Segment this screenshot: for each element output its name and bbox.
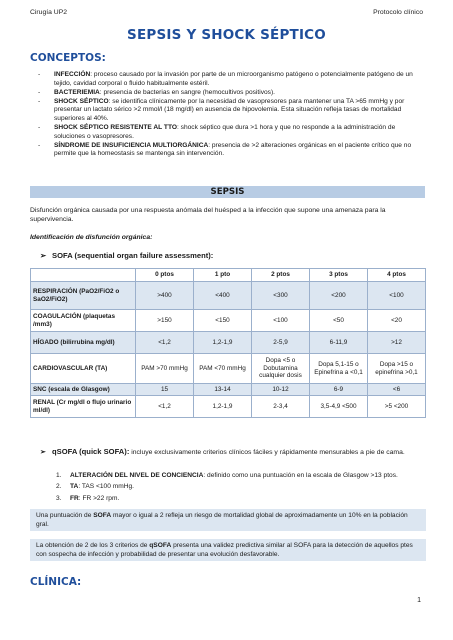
row-label: HÍGADO (bilirrubina mg/dl) xyxy=(31,332,136,354)
note-text: mayor o igual a 2 refleja un riesgo de mortalidad global de aproximadamente un 10% en la población gral. xyxy=(36,512,408,528)
table-header-row xyxy=(31,269,426,282)
list-item: - BACTERIEMIA: presencia de bacterias en sangre (hemocultivos positivos). xyxy=(38,88,275,96)
page-number: 1 xyxy=(417,597,421,604)
sofa-title xyxy=(40,251,213,260)
note-text: La obtención de 2 de los 3 criterios de xyxy=(36,542,150,549)
table-cell: <20 xyxy=(368,310,426,332)
table-cell: <150 xyxy=(194,310,252,332)
table-cell: 6-9 xyxy=(310,384,368,396)
criteria-term: FR xyxy=(70,494,79,502)
qsofa-lead: qSOFA (quick SOFA): xyxy=(52,447,130,456)
table-row xyxy=(31,384,426,396)
item-number: 2. xyxy=(56,483,62,491)
table-cell: 15 xyxy=(136,384,194,396)
table-header-cell xyxy=(31,269,136,282)
sepsis-definition: Disfunción orgánica causada por una respuesta anómala del huésped a la infección que supone una amenaza para la supervivencia. xyxy=(30,207,386,223)
table-row xyxy=(31,282,426,310)
sofa-title-text: SOFA (sequential organ failure assessment): xyxy=(52,251,214,260)
table-row xyxy=(31,310,426,332)
table-row xyxy=(31,396,426,418)
note-text: Una puntuación de xyxy=(36,512,94,519)
table-header-cell: 1 pto xyxy=(194,269,252,282)
list-item xyxy=(56,493,398,504)
table-cell: 1,2-1,9 xyxy=(194,332,252,354)
criteria-term: ALTERACIÓN DEL NIVEL DE CONCIENCIA xyxy=(70,472,204,479)
row-label: SNC (escala de Glasgow) xyxy=(31,384,136,396)
list-item xyxy=(56,470,398,481)
header-right: Protocolo clínico xyxy=(373,9,423,16)
table-cell: <400 xyxy=(194,282,252,310)
concept-text: : proceso causado por la invasión por parte de un microorganismo patógeno o potencialmente patógeno de un tejido, cavidad corporal o fluido habitualmente estéril. xyxy=(54,71,413,87)
sofa-note-box xyxy=(30,509,426,531)
table-cell: <50 xyxy=(310,310,368,332)
table-cell: <6 xyxy=(368,384,426,396)
concept-text: : presencia de bacterias en sangre (hemocultivos positivos). xyxy=(99,88,275,96)
list-item: - SÍNDROME DE INSUFICIENCIA MULTIORGÁNICA: presencia de >2 alteraciones orgánicas en el paciente crítico que no permite que la homeostasis se mantenga sin intervención. xyxy=(38,141,412,158)
table-cell: PAM >70 mmHg xyxy=(136,354,194,384)
concept-term: SHOCK SÉPTICO RESISTENTE AL TTO xyxy=(54,124,177,132)
table-cell: 3,5-4,9 <500 xyxy=(310,396,368,418)
table-cell: >400 xyxy=(136,282,194,310)
criteria-text: : FR >22 rpm. xyxy=(78,494,120,502)
note-bold: SOFA xyxy=(93,512,112,519)
concept-text: : shock séptico que dura >1 hora y que no responde a la administración de soluciones o vasopresores. xyxy=(54,124,396,140)
criteria-text: : TAS <100 mmHg. xyxy=(78,483,134,491)
criteria-term: TA xyxy=(70,483,79,491)
arrow-bullet-icon: ➢ xyxy=(40,251,47,260)
table-cell: 10-12 xyxy=(252,384,310,396)
identification-label: Identificación de disfunción orgánica: xyxy=(30,234,153,241)
qsofa-text: incluye exclusivamente criterios clínicos fáciles y rápidamente mensurables a pie de cama. xyxy=(129,449,405,456)
table-cell: <1,2 xyxy=(136,332,194,354)
table-cell: >5 <200 xyxy=(368,396,426,418)
table-cell: Dopa 5,1-15 o Epinefrina a <0,1 xyxy=(310,354,368,384)
list-item: - SHOCK SÉPTICO RESISTENTE AL TTO: shock séptico que dura >1 hora y que no responde a la administración de soluciones o vasopresores. xyxy=(38,124,396,140)
conceptos-list xyxy=(38,71,426,159)
clinica-heading: CLÍNICA: xyxy=(30,576,82,588)
row-label: RESPIRACIÓN (PaO2/FiO2 o SaO2/FiO2) xyxy=(31,282,136,310)
item-number: 1. xyxy=(56,472,62,479)
header-left: Cirugía UP2 xyxy=(30,9,68,16)
table-cell: 2-5,9 xyxy=(252,332,310,354)
arrow-bullet-icon: ➢ xyxy=(40,449,46,456)
list-item: - SHOCK SÉPTICO: se identifica clínicamente por la necesidad de vasopresores para mantener una TA >65 mmHg y por presentar un lactato sérico >2 mmol/l (18 mg/dl) en ausencia de hipovolemia. Esta situación refleja tasas de mortalidad superiores al 40%. xyxy=(38,97,405,122)
table-row xyxy=(31,332,426,354)
table-cell: Dopa >15 o epinefrina >0,1 xyxy=(368,354,426,384)
row-label: COAGULACIÓN (plaquetas /mm3) xyxy=(31,310,136,332)
table-cell: <1,2 xyxy=(136,396,194,418)
table-cell: <200 xyxy=(310,282,368,310)
table-header-cell: 0 ptos xyxy=(136,269,194,282)
table-cell: Dopa <5 o Dobutamina cualquier dosis xyxy=(252,354,310,384)
table-cell: <300 xyxy=(252,282,310,310)
criteria-text: : definido como una puntuación en la escala de Glasgow >13 ptos. xyxy=(203,472,398,479)
table-header-cell: 2 ptos xyxy=(252,269,310,282)
table-cell: PAM <70 mmHg xyxy=(194,354,252,384)
qsofa-note-box xyxy=(30,539,426,561)
note-text: presenta una validez predictiva similar al SOFA para la detección de aquellos ptes con sospecha de infección y probabilidad de presentar una evolución desfavorable. xyxy=(36,542,413,558)
qsofa-paragraph xyxy=(40,447,426,457)
concept-term: SÍNDROME DE INSUFICIENCIA MULTIORGÁNICA xyxy=(54,141,209,149)
table-cell: >12 xyxy=(368,332,426,354)
concept-text: : se identifica clínicamente por la necesidad de vasopresores para mantener una TA >65 mmHg y por presentar un lactato sérico >2 mmol/l (18 mg/dl) en ausencia de hipovolemia. Esta situación refleja tasas de mortalidad superiores al 40%. xyxy=(54,97,405,122)
table-cell: 1,2-1,9 xyxy=(194,396,252,418)
list-item xyxy=(56,481,398,492)
row-label: CARDIOVASCULAR (TA) xyxy=(31,354,136,384)
table-cell: <100 xyxy=(368,282,426,310)
note-bold: qSOFA xyxy=(149,542,172,549)
concept-text: : presencia de >2 alteraciones orgánicas en el paciente crítico que no permite que la homeostasis se mantenga sin intervención. xyxy=(54,141,412,158)
row-label: RENAL (Cr mg/dl o flujo urinario ml/dl) xyxy=(31,396,136,418)
list-item: - INFECCIÓN: proceso causado por la invasión por parte de un microorganismo patógeno o potencialmente patógeno de un tejido, cavidad corporal o fluido habitualmente estéril. xyxy=(38,71,413,87)
sofa-table xyxy=(30,268,426,418)
table-cell: >150 xyxy=(136,310,194,332)
table-cell: 13-14 xyxy=(194,384,252,396)
qsofa-criteria-list xyxy=(56,470,398,504)
table-header-cell: 4 ptos xyxy=(368,269,426,282)
table-cell: <100 xyxy=(252,310,310,332)
concept-term: SHOCK SÉPTICO xyxy=(54,97,109,105)
sepsis-section-band: SEPSIS xyxy=(30,186,425,198)
concept-term: BACTERIEMIA xyxy=(54,88,100,96)
conceptos-heading: CONCEPTOS: xyxy=(30,52,106,64)
table-cell: 6-11,9 xyxy=(310,332,368,354)
concept-term: INFECCIÓN xyxy=(54,71,91,78)
item-number: 3. xyxy=(56,494,62,502)
table-cell: 2-3,4 xyxy=(252,396,310,418)
page-title: SEPSIS Y SHOCK SÉPTICO xyxy=(127,27,326,43)
table-row xyxy=(31,354,426,384)
table-header-cell: 3 ptos xyxy=(310,269,368,282)
